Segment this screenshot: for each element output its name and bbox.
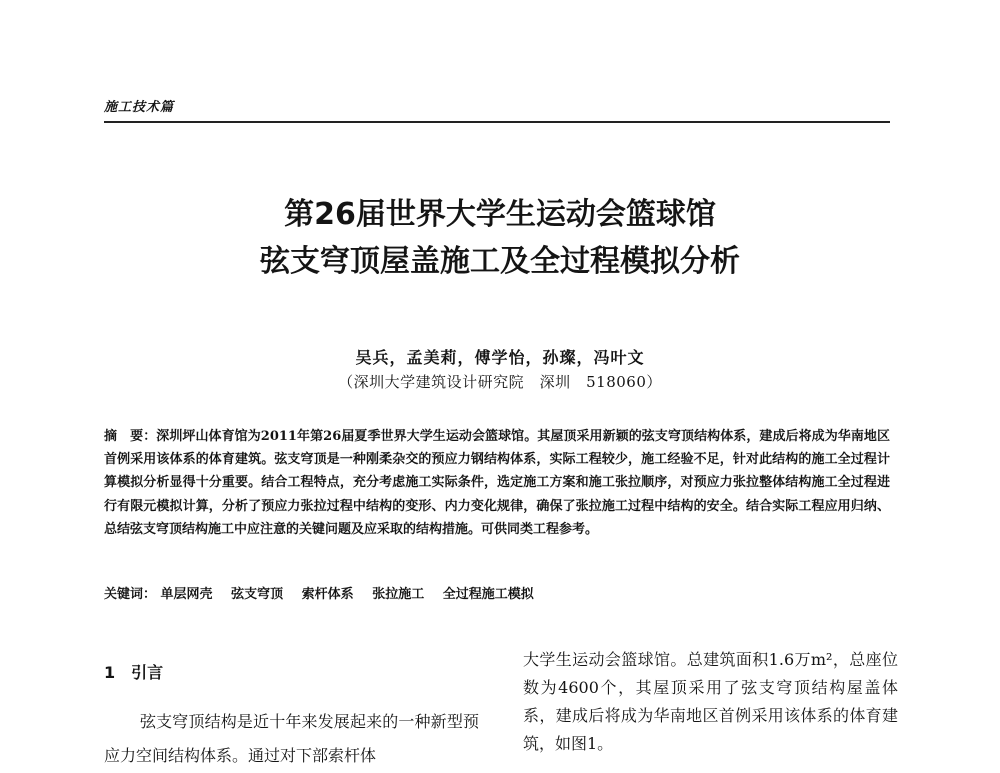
section-number: 1 <box>104 663 116 682</box>
left-column <box>104 660 479 773</box>
right-column-paragraph: 大学生运动会篮球馆。总建筑面积1.6万m²，总座位数为4600个，其屋顶采用了弦支穹顶结构屋盖体系，建成后将成为华南地区首例采用该体系的体育建筑，如图1。 <box>523 650 898 753</box>
keywords-label: 关键词： <box>104 587 157 602</box>
affiliation: （深圳大学建筑设计研究院 深圳 518060） <box>338 373 662 391</box>
authors: 吴兵，孟美莉，傅学怡，孙璨，冯叶文 <box>355 348 645 367</box>
abstract-text: 深圳坪山体育馆为2011年第26届夏季世界大学生运动会篮球馆。其屋顶采用新颖的弦支穹顶结构体系，建成后将成为华南地区首例采用该体系的体育建筑。弦支穹顶是一种刚柔杂交的预应力钢结构体系，实际工程较少，施工经验不足，针对此结构的施工全过程计算模拟分析显得十分重要。结合工程特点，充分考虑施工实际条件，选定施工方案和施工张拉顺序，对预应力张拉整体结构施工全过程进行有限元模拟计算，分析了预应力张拉过程中结构的变形、内力变化规律，确保了张拉施工过程中结构的安全。结合实际工程应用归纳、总结弦支穹顶结构施工中应注意的关键问题及应采取的结构措施。可供同类工程参考。 <box>104 429 890 537</box>
section-title: 引言 <box>131 663 164 682</box>
abstract <box>104 425 890 541</box>
keyword-item: 张拉施工 <box>372 587 425 602</box>
intro-paragraph: 弦支穹顶结构是近十年来发展起来的一种新型预应力空间结构体系。通过对下部索杆体 <box>104 712 479 765</box>
keyword-item: 单层网壳 <box>160 587 213 602</box>
paper-title-line-2: 弦支穹顶屋盖施工及全过程模拟分析 <box>260 244 740 279</box>
header-rule <box>104 121 890 123</box>
keyword-item: 索杆体系 <box>301 587 354 602</box>
journal-section-header: 施工技术篇 <box>104 100 175 115</box>
section-heading <box>104 660 479 683</box>
keyword-item: 全过程施工模拟 <box>442 587 534 602</box>
keywords <box>104 583 890 602</box>
keyword-item: 弦支穹顶 <box>231 587 284 602</box>
paper-title-line-1: 第26届世界大学生运动会篮球馆 <box>284 197 716 232</box>
abstract-label: 摘 要： <box>104 429 157 444</box>
